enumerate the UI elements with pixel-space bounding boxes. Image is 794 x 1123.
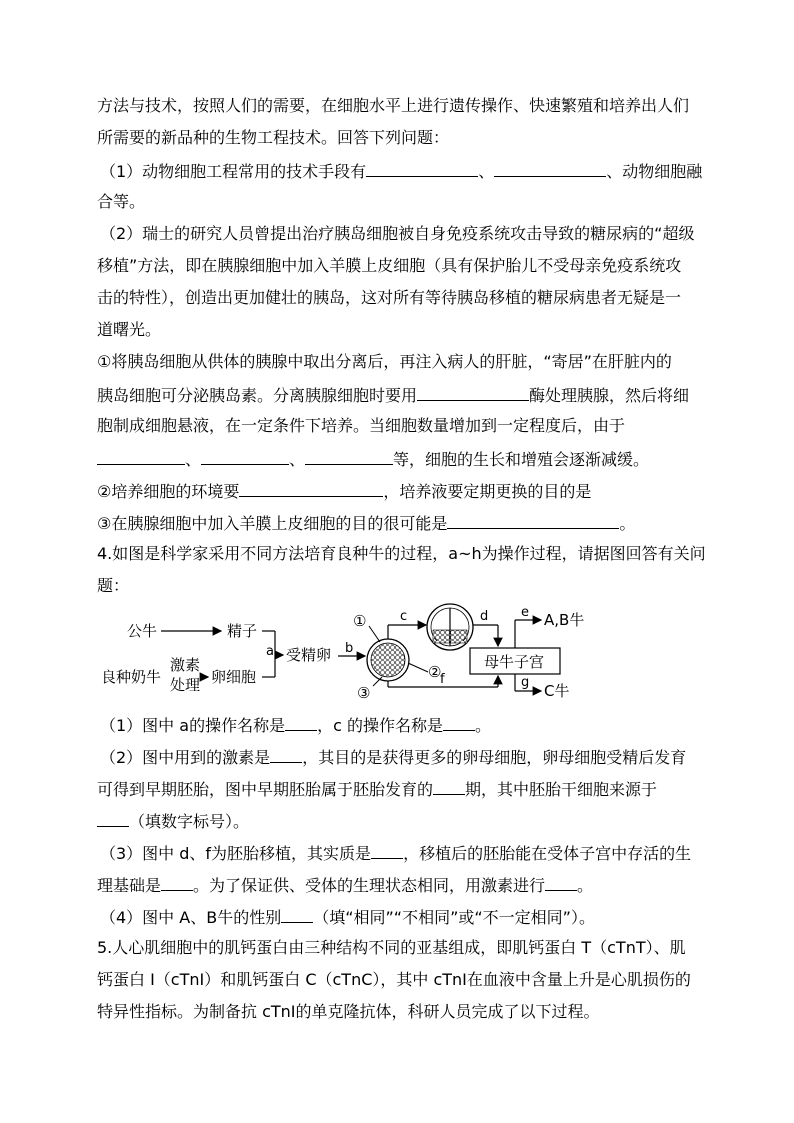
text-line xyxy=(100,746,686,768)
question-text: ，移植后的胚胎能在受体子宫中存活的生 xyxy=(403,844,692,863)
text-line: 道曙光。 xyxy=(97,320,162,339)
step-label-f: f xyxy=(440,672,445,687)
question-text: ，其目的是获得更多的卵母细胞，卵母细胞受精后发育 xyxy=(302,748,687,767)
label-2: ② xyxy=(428,663,442,681)
text-line xyxy=(97,874,593,896)
text-line xyxy=(97,480,591,502)
text-line xyxy=(100,906,595,928)
hormone-label: 激素 xyxy=(170,656,201,674)
question-text: 理基础是 xyxy=(97,876,162,895)
step-label-b: b xyxy=(345,641,354,656)
separator: 、 xyxy=(289,450,306,469)
separator: 、 xyxy=(185,450,202,469)
text-line xyxy=(100,714,491,736)
text-line: （2）瑞士的研究人员曾提出治疗胰岛细胞被自身免疫系统攻击导致的糖尿病的“超级 xyxy=(100,224,695,243)
text-line: ①将胰岛细胞从供体的胰腺中取出分离后，再注入病人的肝脏，“寄居”在肝脏内的 xyxy=(97,352,672,371)
fertilized-egg-label: 受精卵 xyxy=(286,646,332,664)
c-cattle-label: C牛 xyxy=(544,682,570,700)
text-line: 胞制成细胞悬液，在一定条件下培养。当细胞数量增加到一定程度后，由于 xyxy=(97,416,626,435)
text-line xyxy=(97,778,657,800)
question-text: ③在胰腺细胞中加入羊膜上皮细胞的目的很可能是 xyxy=(97,514,448,533)
question-1-line xyxy=(100,160,702,182)
answer-blank[interactable] xyxy=(494,160,606,177)
answer-blank[interactable] xyxy=(281,906,313,923)
answer-blank[interactable] xyxy=(270,746,302,763)
question-text: （1）图中 a的操作名称是 xyxy=(100,716,286,735)
question-text: ，c 的操作名称是 xyxy=(317,716,443,735)
text-line xyxy=(97,512,635,534)
answer-blank[interactable] xyxy=(417,384,529,401)
answer-blank[interactable] xyxy=(285,714,317,731)
answer-blank[interactable] xyxy=(201,448,289,465)
sperm-label: 精子 xyxy=(227,622,258,640)
text-line: 题： xyxy=(97,576,130,595)
question-text: 胰岛细胞可分泌胰岛素。分离胰腺细胞时要用 xyxy=(97,386,418,405)
text-line: 特异性指标。为制备抗 cTnI的单克隆抗体，科研人员完成了以下过程。 xyxy=(97,1002,600,1021)
question-text: 期，其中胚胎干细胞来源于 xyxy=(465,780,658,799)
text-line: 击的特性），创造出更加健壮的胰岛，这对所有等待胰岛移植的糖尿病患者无疑是一 xyxy=(97,288,682,307)
uterus-label: 母牛子宫 xyxy=(484,653,545,671)
answer-blank[interactable] xyxy=(366,160,478,177)
answer-blank[interactable] xyxy=(433,778,465,795)
label-1: ① xyxy=(353,612,367,630)
text-line xyxy=(97,384,689,406)
question-text: 等，细胞的生长和增殖会逐渐减缓。 xyxy=(393,450,650,469)
text-line: 所需要的新品种的生物工程技术。回答下列问题： xyxy=(97,128,450,147)
text-line: 移植”方法，即在胰腺细胞中加入羊膜上皮细胞（具有保护胎儿不受母亲免疫系统攻 xyxy=(97,256,682,275)
answer-blank[interactable] xyxy=(371,842,403,859)
text-line xyxy=(97,448,649,470)
question-text: 、动物细胞融 xyxy=(606,162,703,181)
question-text: 。为了保证供、受体的生理状态相同，用激素进行 xyxy=(193,876,546,895)
text-line xyxy=(100,842,691,864)
egg-label: 卵细胞 xyxy=(211,668,257,686)
answer-blank[interactable] xyxy=(305,448,393,465)
answer-blank[interactable] xyxy=(545,874,577,891)
inner-cell-mass-icon xyxy=(371,643,405,677)
text-line: 4.如图是科学家采用不同方法培育良种牛的过程，a~h为操作过程，请据图回答有关问 xyxy=(97,544,706,563)
step-label-a: a xyxy=(266,644,274,659)
answer-blank[interactable] xyxy=(239,480,383,497)
cow-label: 良种奶牛 xyxy=(101,668,162,686)
bull-label: 公牛 xyxy=(127,622,158,640)
step-label-e: e xyxy=(521,605,529,620)
question-text: （2）图中用到的激素是 xyxy=(100,748,271,767)
question-text: 。 xyxy=(577,876,594,895)
question-text: （4）图中 A、B牛的性别 xyxy=(100,908,282,927)
label-3: ③ xyxy=(357,684,371,702)
text-line: 合等。 xyxy=(97,192,146,211)
question-text: 。 xyxy=(474,716,491,735)
step-label-g: g xyxy=(521,675,530,690)
answer-blank[interactable] xyxy=(97,810,129,827)
question-text: （填数字标号）。 xyxy=(129,812,250,831)
answer-blank[interactable] xyxy=(161,874,193,891)
answer-blank[interactable] xyxy=(97,448,185,465)
separator: 、 xyxy=(478,162,495,181)
answer-blank[interactable] xyxy=(443,714,475,731)
breeding-diagram xyxy=(95,600,615,705)
text-line xyxy=(97,810,249,832)
pointer-line xyxy=(408,663,428,672)
question-text: （填“相同”“不相同”或“不一定相同”）。 xyxy=(313,908,595,927)
pointer-line xyxy=(369,626,380,642)
question-text: （1）动物细胞工程常用的技术手段有 xyxy=(100,162,367,181)
question-text: 可得到早期胚胎，图中早期胚胎属于胚胎发育的 xyxy=(97,780,434,799)
step-label-d: d xyxy=(480,609,489,624)
hormone-label: 处理 xyxy=(170,676,201,694)
text-line: 5.人心肌细胞中的肌钙蛋白由三种结构不同的亚基组成，即肌钙蛋白 T（cTnT）、肌 xyxy=(97,938,686,957)
text-line: 钙蛋白 I（cTnI）和肌钙蛋白 C（cTnC），其中 cTnI在血液中含量上升是心肌损伤的 xyxy=(97,970,691,989)
ab-cattle-label: A,B牛 xyxy=(544,611,585,629)
text-line: 方法与技术，按照人们的需要，在细胞水平上进行遗传操作、快速繁殖和培养出人们 xyxy=(97,96,690,115)
question-text: 酶处理胰腺，然后将细 xyxy=(529,386,690,405)
question-text: ②培养细胞的环境要 xyxy=(97,482,240,501)
question-text: （3）图中 d、f为胚胎移植，其实质是 xyxy=(100,844,372,863)
step-label-c: c xyxy=(400,609,408,624)
question-text: ，培养液要定期更换的目的是 xyxy=(383,482,592,501)
question-text: 。 xyxy=(619,514,636,533)
answer-blank[interactable] xyxy=(447,512,619,529)
